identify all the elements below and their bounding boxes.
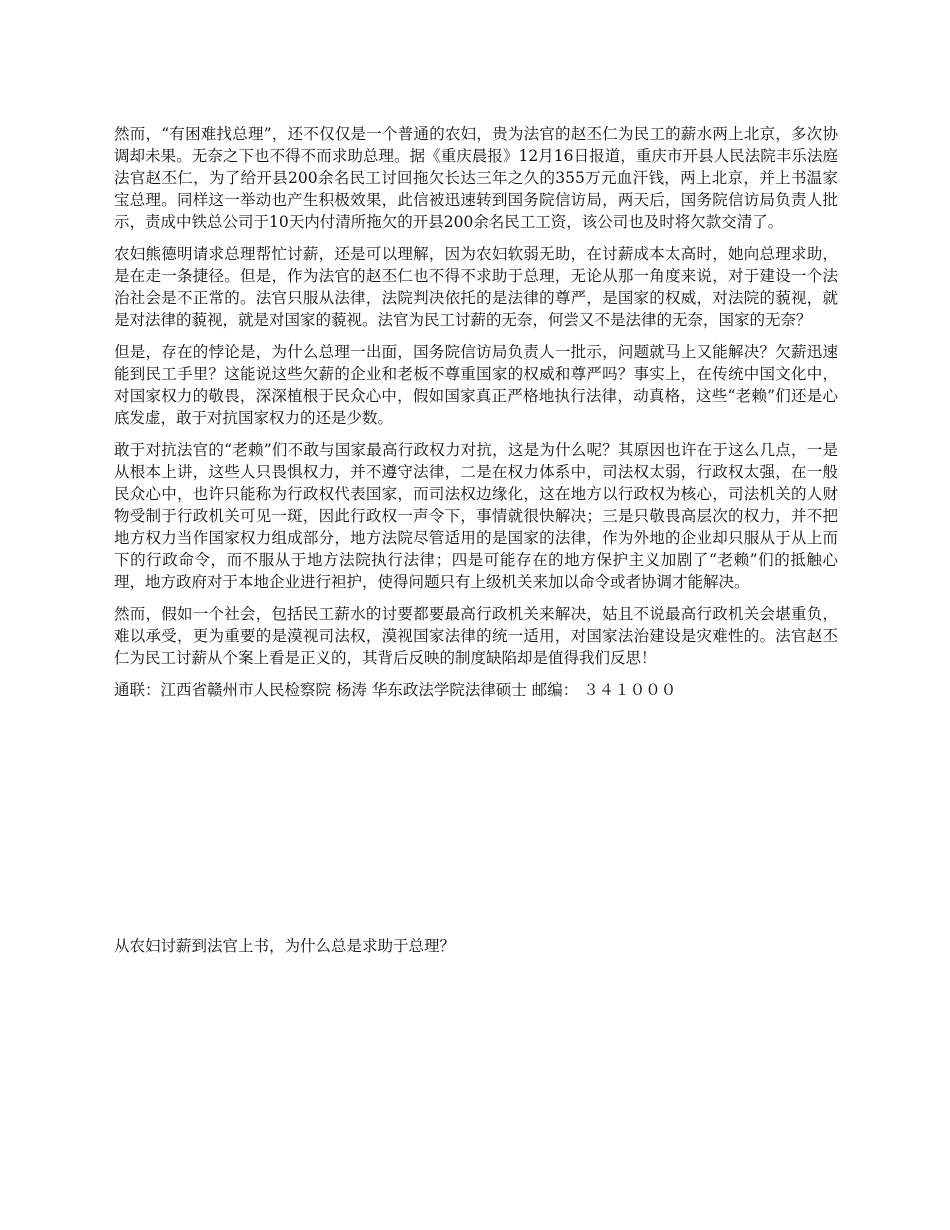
article-title: 从农妇讨薪到法官上书，为什么总是求助于总理？ [114,937,456,955]
author-contact: 通联：江西省赣州市人民检察院 杨涛 华东政法学院法律硕士 邮编： ３４１０００ [114,681,677,699]
paragraph-1: 然而，“有困难找总理”，还不仅仅是一个普通的农妇，贵为法官的赵丕仁为民工的薪水两上北京，多次协调却未果。无奈之下也不得不而求助总理。据《重庆晨报》12月16日报道，重庆市开县人民法院丰乐法庭法官赵丕仁，为了给开县200余名民工讨回拖欠长达三年之久的355万元血汗钱，两上北京，并上书温家宝总理。同样这一举动也产生积极效果，此信被迅速转到国务院信访局，两天后，国务院信访局负责人批示，责成中铁总公司于10天内付清所拖欠的开县200余名民工工资，该公司也及时将欠款交清了。 [114,125,838,231]
paragraph-4: 敢于对抗法官的“老赖”们不敢与国家最高行政权力对抗，这是为什么呢？其原因也许在于这么几点，一是从根本上讲，这些人只畏惧权力，并不遵守法律，二是在权力体系中，司法权太弱，行政权太强，在一般民众心中，也许只能称为行政权代表国家，而司法权边缘化，这在地方以行政权为核心，司法机关的人财物受制于行政机关可见一斑，因此行政权一声令下，事情就很快解决；三是只敬畏高层次的权力，并不把地方权力当作国家权力组成部分，地方法院尽管适用的是国家的法律，作为外地的企业却只服从于从上而下的行政命令，而不服从于地方法院执行法律；四是可能存在的地方保护主义加剧了“老赖”们的抵触心理，地方政府对于本地企业进行袒护，使得问题只有上级机关来加以命令或者协调才能解决。 [114,441,838,591]
article-body [114,123,838,701]
paragraph-5: 然而，假如一个社会，包括民工薪水的讨要都要最高行政机关来解决，姑且不说最高行政机关会堪重负，难以承受，更为重要的是漠视司法权，漠视国家法律的统一适用，对国家法治建设是灾难性的。法官赵丕仁为民工讨薪从个案上看是正义的，其背后反映的制度缺陷却是值得我们反思！ [114,605,838,667]
paragraph-2: 农妇熊德明请求总理帮忙讨薪，还是可以理解，因为农妇软弱无助，在讨薪成本太高时，她向总理求助，是在走一条捷径。但是，作为法官的赵丕仁也不得不求助于总理，无论从那一角度来说，对于建设一个法治社会是不正常的。法官只服从法律，法院判决依托的是法律的尊严，是国家的权威，对法院的藐视，就是对法律的藐视，就是对国家的藐视。法官为民工讨薪的无奈，何尝又不是法律的无奈，国家的无奈？ [114,245,838,329]
paragraph-3: 但是，存在的悖论是，为什么总理一出面，国务院信访局负责人一批示，问题就马上又能解决？欠薪迅速能到民工手里？这能说这些欠薪的企业和老板不尊重国家的权威和尊严吗？事实上，在传统中国文化中，对国家权力的敬畏，深深植根于民众心中，假如国家真正严格地执行法律，动真格，这些“老赖”们还是心底发虚，敢于对抗国家权力的还是少数。 [114,343,838,427]
